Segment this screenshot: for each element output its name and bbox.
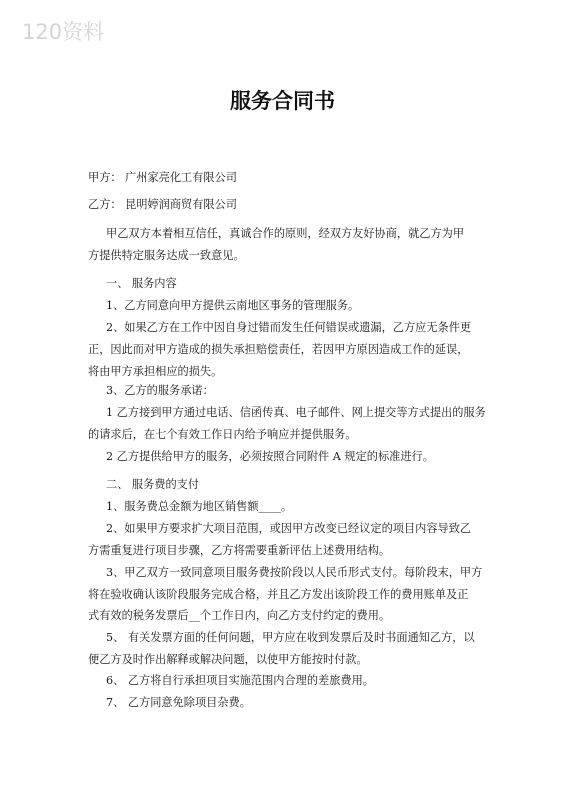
party-b: 乙方： 昆明婷润商贸有限公司 — [88, 198, 237, 211]
section1-item3-1-line1: 1 乙方接到甲方通过电话、信函传真、电子邮件、网上提交等方式提出的服务 — [106, 406, 486, 419]
section1-item2-line3: 将由甲方承担相应的损失。 — [88, 365, 223, 378]
section2-item7: 7、 乙方同意免除项目杂费。 — [106, 696, 251, 709]
section1-item3-2: 2 乙方提供给甲方的服务，必须按照合同附件 A 规定的标准进行。 — [106, 450, 434, 463]
section1-item1: 1、乙方同意向甲方提供云南地区事务的管理服务。 — [106, 299, 360, 312]
section1-item3-1-line2: 的请求后，在七个有效工作日内给予响应并提供服务。 — [88, 428, 357, 441]
section1-item2-line2: 正，因此而对甲方造成的损失承担赔偿责任，若因甲方原因造成工作的延误， — [88, 343, 469, 356]
section1-heading: 一、 服务内容 — [106, 277, 177, 290]
intro-line-1: 甲乙双方本着相互信任，真诚合作的原则，经双方友好协商，就乙方为甲 — [106, 227, 465, 240]
watermark: 120资料 — [22, 20, 105, 44]
section2-item3-line1: 3、甲乙双方一致同意项目服务费按阶段以人民币形式支付。每阶段末，甲方 — [106, 566, 483, 579]
section2-item5-line2: 便乙方及时作出解释或解决问题，以使甲方能按时付款。 — [88, 653, 368, 666]
section2-heading: 二、 服务费的支付 — [106, 478, 200, 491]
section2-item3-line3: 式有效的税务发票后__个工作日内，向乙方支付约定的费用。 — [88, 609, 391, 622]
section2-item3-line2: 将在验收确认该阶段服务完成合格，并且乙方发出该阶段工作的费用账单及正 — [88, 588, 469, 601]
section2-item1: 1、服务费总金额为地区销售额____。 — [106, 500, 293, 513]
section1-item2-line1: 2、如果乙方在工作中因自身过错而发生任何错误或遗漏，乙方应无条件更 — [106, 321, 472, 334]
section2-item2-line1: 2、如果甲方要求扩大项目范围，或因甲方改变已经议定的项目内容导致乙 — [106, 522, 472, 535]
section2-item5-line1: 5、 有关发票方面的任何问题，甲方应在收到发票后及时书面通知乙方，以 — [106, 631, 475, 644]
document-title: 服务合同书 — [230, 89, 335, 113]
section2-item6: 6、 乙方将自行承担项目实施范围内合理的差旅费用。 — [106, 674, 374, 687]
intro-line-2: 方提供特定服务达成一致意见。 — [88, 249, 245, 262]
section2-item2-line2: 方需重复进行项目步骤，乙方将需要重新评估上述费用结构。 — [88, 544, 391, 557]
party-a: 甲方： 广州家亮化工有限公司 — [88, 171, 237, 184]
section1-item3-heading: 3、乙方的服务承诺： — [106, 384, 214, 397]
